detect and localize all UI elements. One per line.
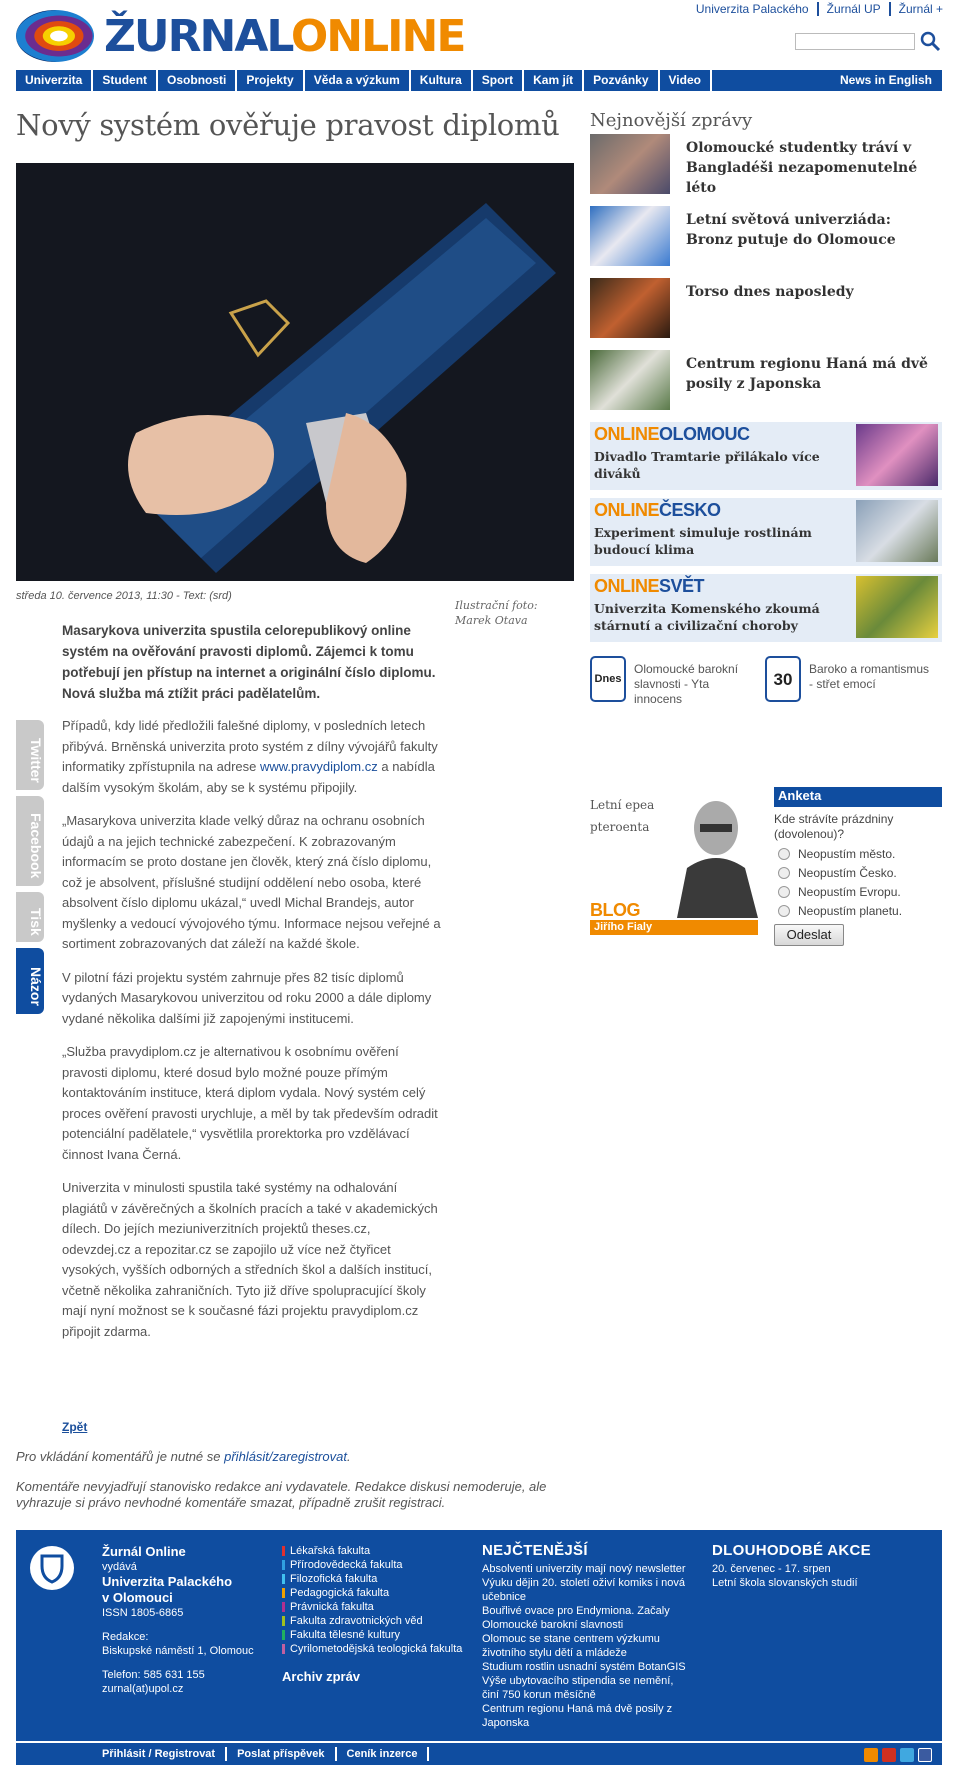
- poll-option[interactable]: Neopustím město.: [774, 846, 942, 861]
- news-thumbnail[interactable]: [590, 350, 670, 410]
- online-olomouc-box[interactable]: [590, 422, 942, 490]
- most-read-link[interactable]: Studium rostlin usnadní systém BotanGIS: [482, 1661, 686, 1673]
- nav-sport[interactable]: Sport: [473, 70, 524, 91]
- faculty-link[interactable]: Lékařská fakulta: [282, 1544, 462, 1558]
- event-upcoming[interactable]: [765, 656, 935, 706]
- most-read-link[interactable]: Výše ubytovacího stipendia se nemění, činí 750 korun měsíčně: [482, 1675, 674, 1701]
- photo-caption: Ilustrační foto: Marek Otava: [455, 599, 538, 627]
- nav-kam-jit[interactable]: Kam jít: [524, 70, 584, 91]
- footer-name: Žurnál Online: [102, 1544, 186, 1559]
- footer-redakce: Redakce:: [102, 1631, 149, 1643]
- long-term-title: DLOUHODOBÉ AKCE: [712, 1542, 871, 1559]
- most-read-link[interactable]: Výuku dějin 20. století oživí komiks i nová učebnice: [482, 1577, 685, 1603]
- nav-univerzita[interactable]: Univerzita: [16, 70, 93, 91]
- most-read: [482, 1544, 692, 1730]
- comments-disclaimer: Komentáře nevyjadřují stanovisko redakce ani vydavatele. Redakce diskusi nemoderuje, ale vyhrazuje si právo nevhodné komentáře smazat, případně zrušit registraci.: [16, 1479, 547, 1510]
- most-read-title: NEJČTENĚJŠÍ: [482, 1542, 588, 1559]
- toplink-zurnal-plus[interactable]: Žurnál +: [898, 2, 943, 16]
- faculty-link[interactable]: Právnická fakulta: [282, 1600, 462, 1614]
- poll-widget: [774, 787, 942, 946]
- online-cesko-box[interactable]: [590, 498, 942, 566]
- submit-post-button[interactable]: Poslat příspěvek: [227, 1747, 336, 1761]
- social-icons: [864, 1748, 932, 1762]
- article-paragraph: „Masarykova univerzita klade velký důraz na ochranu osobních údajů a na jejich technické zabezpečení. K zobrazovaným informacím se proto dostane jen člověk, který zná číslo diplomu, což je absolvent, příslušné studijní oddělení nebo osoba, které absolvent číslo diplomu ukázal,“ uvedl Michal Brandejs, autor myšlenky a vedoucí vývojového týmu. Informace nejsou veřejné a sortiment zobrazovaných dat záleží na každé škole.: [62, 813, 441, 951]
- search-icon[interactable]: [919, 30, 941, 52]
- comments-login-note: Pro vkládání komentářů je nutné se přihlásit/zaregistrovat.: [16, 1449, 351, 1464]
- news-title[interactable]: Centrum regionu Haná má dvě posily z Japonska: [686, 356, 928, 392]
- most-read-link[interactable]: Bouřlivé ovace pro Endymiona. Začaly Olomoucké barokní slavnosti: [482, 1605, 670, 1631]
- online-svet-thumbnail[interactable]: [856, 576, 938, 638]
- footer-issn: ISSN 1805-6865: [102, 1607, 184, 1619]
- footer-publisher: [102, 1544, 254, 1696]
- news-thumbnail[interactable]: [590, 134, 670, 194]
- nav-student[interactable]: Student: [93, 70, 158, 91]
- online-cesko-logo: ONLINEČESKO: [594, 500, 721, 520]
- online-svet-logo: ONLINESVĚT: [594, 576, 705, 596]
- site-logo-icon[interactable]: [16, 10, 94, 62]
- news-item[interactable]: [590, 350, 942, 410]
- toplink-zurnal-up[interactable]: Žurnál UP: [819, 2, 891, 16]
- online-olomouc-thumbnail[interactable]: [856, 424, 938, 486]
- article-title: Nový systém ověřuje pravost diplomů: [16, 108, 560, 142]
- long-term-event-link[interactable]: Letní škola slovanských studií: [712, 1577, 858, 1589]
- faculty-link[interactable]: Pedagogická fakulta: [282, 1586, 462, 1600]
- online-svet-box[interactable]: [590, 574, 942, 642]
- footer-publisher-1: Univerzita Palackého: [102, 1574, 233, 1589]
- footer-vydava: vydává: [102, 1561, 137, 1573]
- facebook-icon[interactable]: [918, 1748, 932, 1762]
- up-logo-icon: [30, 1546, 74, 1590]
- nav-projekty[interactable]: Projekty: [237, 70, 304, 91]
- news-item[interactable]: [590, 206, 942, 266]
- faculty-link[interactable]: Přírodovědecká fakulta: [282, 1558, 462, 1572]
- search-input[interactable]: [795, 33, 915, 50]
- footer-email: zurnal(at)upol.cz: [102, 1683, 184, 1695]
- most-read-link[interactable]: Olomouc se stane centrem výzkumu životního stylu dětí a mládeže: [482, 1633, 660, 1659]
- online-cesko-text[interactable]: Experiment simuluje rostlinám budoucí klima: [594, 525, 812, 557]
- event-title[interactable]: Baroko a romantismus - střet emocí: [809, 662, 930, 691]
- article-body: [62, 620, 442, 1355]
- faculty-link[interactable]: Cyrilometodějská teologická fakulta: [282, 1642, 462, 1656]
- nav-osobnosti[interactable]: Osobnosti: [158, 70, 237, 91]
- login-register-button[interactable]: Přihlásit / Registrovat: [92, 1747, 227, 1761]
- article-paragraph: Případů, kdy lidé předložili falešné diplomy, v posledních letech přibývá. Brněnská univerzita proto systém z dílny vývojářů fakulty informatiky zpřístupnila na adrese www.pravydiplom.cz a nabídla dalším vysokým školám, aby se k systému připojily.: [62, 718, 438, 795]
- bottom-bar: [16, 1743, 942, 1765]
- online-olomouc-logo: ONLINEOLOMOUC: [594, 424, 750, 444]
- poll-title: Anketa: [774, 787, 942, 807]
- faculty-link[interactable]: Filozofická fakulta: [282, 1572, 462, 1586]
- faculty-list: [282, 1544, 462, 1656]
- tab-facebook[interactable]: Facebook: [16, 796, 44, 886]
- calendar-icon: Dnes: [590, 656, 626, 702]
- nav-kultura[interactable]: Kultura: [411, 70, 473, 91]
- article-paragraph: „Služba pravydiplom.cz je alternativou k osobnímu ověření pravosti diplomu, které dosud bylo možné pouze přímým kontaktováním instituce, která diplom vydala. Nový systém celý proces ověření pravosti urychluje, a měl by tak především odradit potenciální padělatele,“ vysvětlila prorektorka pro vzdělávací činnost Ivana Černá.: [62, 1044, 438, 1162]
- news-item[interactable]: [590, 134, 942, 194]
- event-today[interactable]: [590, 656, 760, 706]
- twitter-icon[interactable]: [900, 1748, 914, 1762]
- latest-news-title: Nejnovější zprávy: [590, 110, 753, 131]
- event-title[interactable]: Olomoucké barokní slavnosti - Yta innocens: [634, 662, 739, 706]
- online-olomouc-text[interactable]: Divadlo Tramtarie přilákalo více diváků: [594, 449, 820, 481]
- tab-tisk[interactable]: Tisk: [16, 892, 44, 942]
- pravydiplom-link[interactable]: www.pravydiplom.cz: [259, 759, 378, 774]
- faculty-link[interactable]: Fakulta zdravotnických věd: [282, 1614, 462, 1628]
- news-title[interactable]: Torso dnes naposledy: [686, 284, 854, 300]
- most-read-link[interactable]: Centrum regionu Haná má dvě posily z Japonska: [482, 1703, 673, 1729]
- login-register-link[interactable]: přihlásit/zaregistrovat: [224, 1449, 347, 1464]
- poll-option[interactable]: Neopustím Česko.: [774, 865, 942, 880]
- comments-section: [16, 1449, 576, 1511]
- news-item[interactable]: [590, 278, 942, 338]
- nav-pozvanky[interactable]: Pozvánky: [584, 70, 659, 91]
- site-header: [0, 0, 961, 75]
- blog-post-title[interactable]: Letní epea pteroenta: [590, 798, 655, 834]
- radio-icon[interactable]: [778, 905, 790, 917]
- article-photo: [16, 163, 574, 581]
- blog-author-photo: [672, 788, 758, 918]
- google-plus-icon[interactable]: [882, 1748, 896, 1762]
- article-perex: Masarykova univerzita spustila celorepublikový online systém na ověřování pravosti diplomů. Zájemci k tomu potřebují jen přístup na internet a originální číslo diplomu. Nová služba má ztížit práci padělatelům.: [62, 623, 436, 701]
- article-paragraph: V pilotní fázi projektu systém zahrnuje přes 82 tisíc diplomů vydaných Masarykovou univerzitou od roku 2000 a dále diplomy vydané několika dalšími již zapojenými institucemi.: [62, 969, 432, 1026]
- toplink-univerzita[interactable]: Univerzita Palackého: [688, 2, 819, 16]
- radio-icon[interactable]: [778, 886, 790, 898]
- site-footer: [16, 1530, 942, 1741]
- poll-option[interactable]: Neopustím planetu.: [774, 903, 942, 918]
- news-title[interactable]: Olomoucké studentky tráví v Bangladéši nezapomenutelné léto: [686, 140, 918, 196]
- nav-english[interactable]: News in English: [839, 73, 932, 87]
- nav-video[interactable]: Video: [660, 70, 712, 91]
- online-svet-text[interactable]: Univerzita Komenského zkoumá stárnutí a civilizační choroby: [594, 601, 820, 633]
- news-thumbnail[interactable]: [590, 278, 670, 338]
- news-thumbnail[interactable]: [590, 206, 670, 266]
- footer-phone: Telefon: 585 631 155: [102, 1669, 205, 1681]
- tab-twitter[interactable]: Twitter: [16, 720, 44, 790]
- radio-icon[interactable]: [778, 867, 790, 879]
- tab-nazor[interactable]: Názor: [16, 948, 44, 1014]
- calendar-icon: 30: [765, 656, 801, 702]
- radio-icon[interactable]: [778, 848, 790, 860]
- poll-question: Kde strávíte prázdniny (dovolenou)?: [774, 812, 894, 841]
- rss-icon[interactable]: [864, 1748, 878, 1762]
- ad-pricing-button[interactable]: Ceník inzerce: [337, 1747, 430, 1761]
- back-link[interactable]: Zpět: [62, 1420, 88, 1434]
- online-cesko-thumbnail[interactable]: [856, 500, 938, 562]
- site-logo-text[interactable]: ŽURNALONLINE: [104, 11, 465, 62]
- news-title[interactable]: Letní světová univerziáda: Bronz putuje do Olomouce: [686, 212, 896, 248]
- footer-address: Biskupské náměstí 1, Olomouc: [102, 1645, 254, 1657]
- poll-submit-button[interactable]: Odeslat: [774, 924, 844, 946]
- long-term-date: 20. červenec - 17. srpen: [712, 1563, 831, 1575]
- faculty-link[interactable]: Fakulta tělesné kultury: [282, 1628, 462, 1642]
- nav-veda[interactable]: Věda a výzkum: [305, 70, 411, 91]
- archive-link[interactable]: Archiv zpráv: [282, 1669, 361, 1684]
- article-paragraph: Univerzita v minulosti spustila také systémy na odhalování plagiátů v závěrečných a školních pracích a také v akademických dílech. Do jejích meziuniverzitních projektů theses.cz, odevzdej.cz a repozitar.cz se zapojilo už více než čtyřicet vysokých, vyšších odborných a středních škol a dalších institucí, včetně několika zahraničních. Tyto již dříve spolupracující školy mají nyní možnost se k současné fázi projektu pravydiplom.cz připojit zdarma.: [62, 1180, 438, 1339]
- most-read-link[interactable]: Absolventi univerzity mají nový newsletter: [482, 1563, 686, 1575]
- article-meta: středa 10. července 2013, 11:30 - Text: (srd): [16, 590, 232, 602]
- blog-label: BLOG: [590, 900, 640, 920]
- top-links: [688, 2, 943, 16]
- blog-author[interactable]: Jiřího Fialy: [590, 920, 758, 935]
- poll-option[interactable]: Neopustím Evropu.: [774, 884, 942, 899]
- long-term-events: [712, 1544, 932, 1590]
- main-nav: [16, 70, 942, 91]
- blog-widget[interactable]: [590, 788, 758, 936]
- footer-publisher-2: v Olomouci: [102, 1590, 173, 1605]
